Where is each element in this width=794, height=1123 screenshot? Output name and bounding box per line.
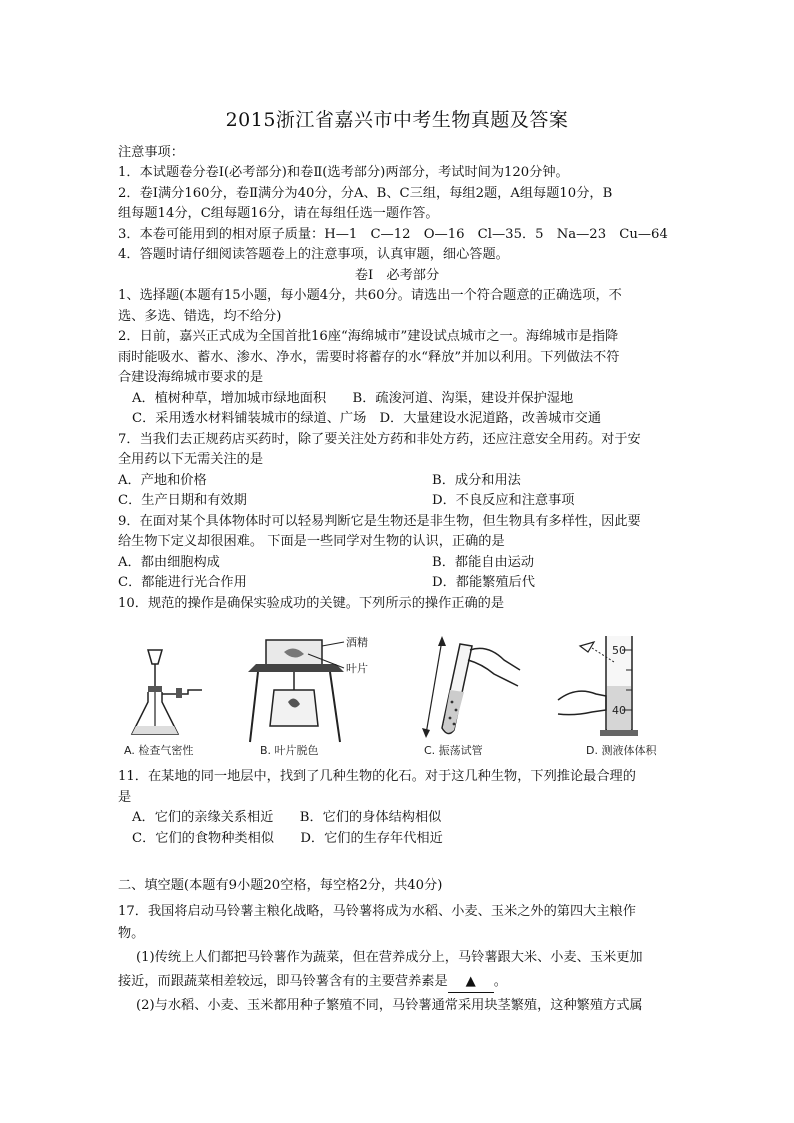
notice-item-1: 1．本试题卷分卷Ⅰ(必考部分)和卷Ⅱ(选考部分)两部分，考试时间为120分钟。 <box>118 165 569 180</box>
q7-option-d: D．不良反应和注意事项 <box>432 493 575 508</box>
q11-stem-2: 是 <box>118 790 132 805</box>
q2-options-cd: C．采用透水材料铺装城市的绿道、广场 D．大量建设水泥道路，改善城市交通 <box>132 411 602 426</box>
figure-c-shake-tube <box>408 630 528 758</box>
q2-stem-1: 2．日前，嘉兴正式成为全国首批16座“海绵城市”建设试点城市之一。海绵城市是指降 <box>118 329 619 344</box>
q11-options-ab: A．它们的亲缘关系相近 B．它们的身体结构相似 <box>132 810 442 825</box>
blank-triangle-mark: ▲ <box>465 974 476 989</box>
q11-stem-1: 11．在某地的同一地层中，找到了几种生物的化石。对于这几种生物，下列推论最合理的 <box>118 769 636 784</box>
q2-stem-3: 合建设海绵城市要求的是 <box>118 370 264 385</box>
notice-item-4: 4．答题时请仔细阅读答题卷上的注意事项，认真审题，细心答题。 <box>118 247 509 262</box>
notice-item-2-cont: 组每题14分，C组每题16分，请在每组任选一题作答。 <box>118 206 439 221</box>
q17-part1-line2 <box>118 972 507 993</box>
figure-d-mark-50: 50 <box>612 644 626 657</box>
notice-item-2: 2．卷Ⅰ满分160分，卷Ⅱ满分为40分，分A、B、C三组，每组2题，A组每题10分，B <box>118 186 613 201</box>
figure-d-mark-40: 40 <box>612 704 626 717</box>
q9-option-c: C．都能进行光合作用 <box>118 575 247 590</box>
q7-option-b: B．成分和用法 <box>432 473 521 488</box>
q7-option-c: C．生产日期和有效期 <box>118 493 247 508</box>
q17-part1-end: 。 <box>493 974 507 989</box>
section1-intro-1: 1、选择题(本题有15小题，每小题4分，共60分。请选出一个符合题意的正确选项，不 <box>118 288 622 303</box>
page-title: 2015浙江省嘉兴市中考生物真题及答案 <box>225 109 569 131</box>
figure-d-measure-volume <box>552 630 692 758</box>
q11-options-cd: C．它们的食物种类相似 D．它们的生存年代相近 <box>132 831 443 846</box>
q17-stem-2: 物。 <box>118 926 145 941</box>
q17-part1-text: 接近，而跟蔬菜相差较远，即马铃薯含有的主要营养素是 <box>118 974 448 989</box>
q7-stem-1: 7．当我们去正规药店买药时，除了要关注处方药和非处方药，还应注意安全用药。对于安 <box>118 432 641 447</box>
notice-item-3: 3．本卷可能用到的相对原子质量：H—1 C—12 O—16 Cl—35．5 Na—23 Cu—64 <box>118 227 668 242</box>
q9-stem-2: 给生物下定义却很困难。 下面是一些同学对生物的认识，正确的是 <box>118 534 505 549</box>
q17-stem-1: 17．我国将启动马铃薯主粮化战略，马铃薯将成为水稻、小麦、玉米之外的第四大主粮作 <box>118 904 636 919</box>
q2-options-ab: A．植树种草，增加城市绿地面积 B．疏浚河道、沟渠，建设并保护湿地 <box>132 391 574 406</box>
figure-a-airtight-check <box>118 630 228 758</box>
figure-b-label-alcohol: 酒精 <box>346 636 368 649</box>
part1-heading: 卷Ⅰ 必考部分 <box>354 268 440 283</box>
figure-b-label-leaf: 叶片 <box>346 662 368 675</box>
q7-stem-2: 全用药以下无需关注的是 <box>118 452 264 467</box>
q17-part1-line1: (1)传统上人们都把马铃薯作为蔬菜，但在营养成分上，马铃薯跟大米、小麦、玉米更加 <box>136 950 643 965</box>
q10-figures <box>118 630 688 758</box>
section2-heading: 二、填空题(本题有9小题20空格，每空格2分，共40分) <box>118 878 443 893</box>
q7-option-a: A．产地和价格 <box>118 473 207 488</box>
q9-option-b: B．都能自由运动 <box>432 555 535 570</box>
figure-b-caption: B. 叶片脱色 <box>260 744 319 757</box>
q9-option-a: A．都由细胞构成 <box>118 555 220 570</box>
figure-c-caption: C. 振荡试管 <box>424 744 483 757</box>
notice-heading: 注意事项： <box>118 145 184 160</box>
section1-intro-2: 选、多选、错选，均不给分) <box>118 309 282 324</box>
q9-stem-1: 9．在面对某个具体物体时可以轻易判断它是生物还是非生物，但生物具有多样性，因此要 <box>118 514 641 529</box>
q17-part2-line1: (2)与水稻、小麦、玉米都用种子繁殖不同，马铃薯通常采用块茎繁殖，这种繁殖方式属 <box>136 998 643 1013</box>
figure-a-caption: A. 检查气密性 <box>124 744 194 757</box>
q2-stem-2: 雨时能吸水、蓄水、渗水、净水，需要时将蓄存的水“释放”并加以利用。下列做法不符 <box>118 350 620 365</box>
q9-option-d: D．都能繁殖后代 <box>432 575 535 590</box>
answer-blank <box>448 972 494 993</box>
q10-stem: 10．规范的操作是确保实验成功的关键。下列所示的操作正确的是 <box>118 596 505 611</box>
figure-b-leaf-decolor <box>244 630 384 758</box>
figure-d-caption: D. 测液体体积 <box>586 744 657 757</box>
